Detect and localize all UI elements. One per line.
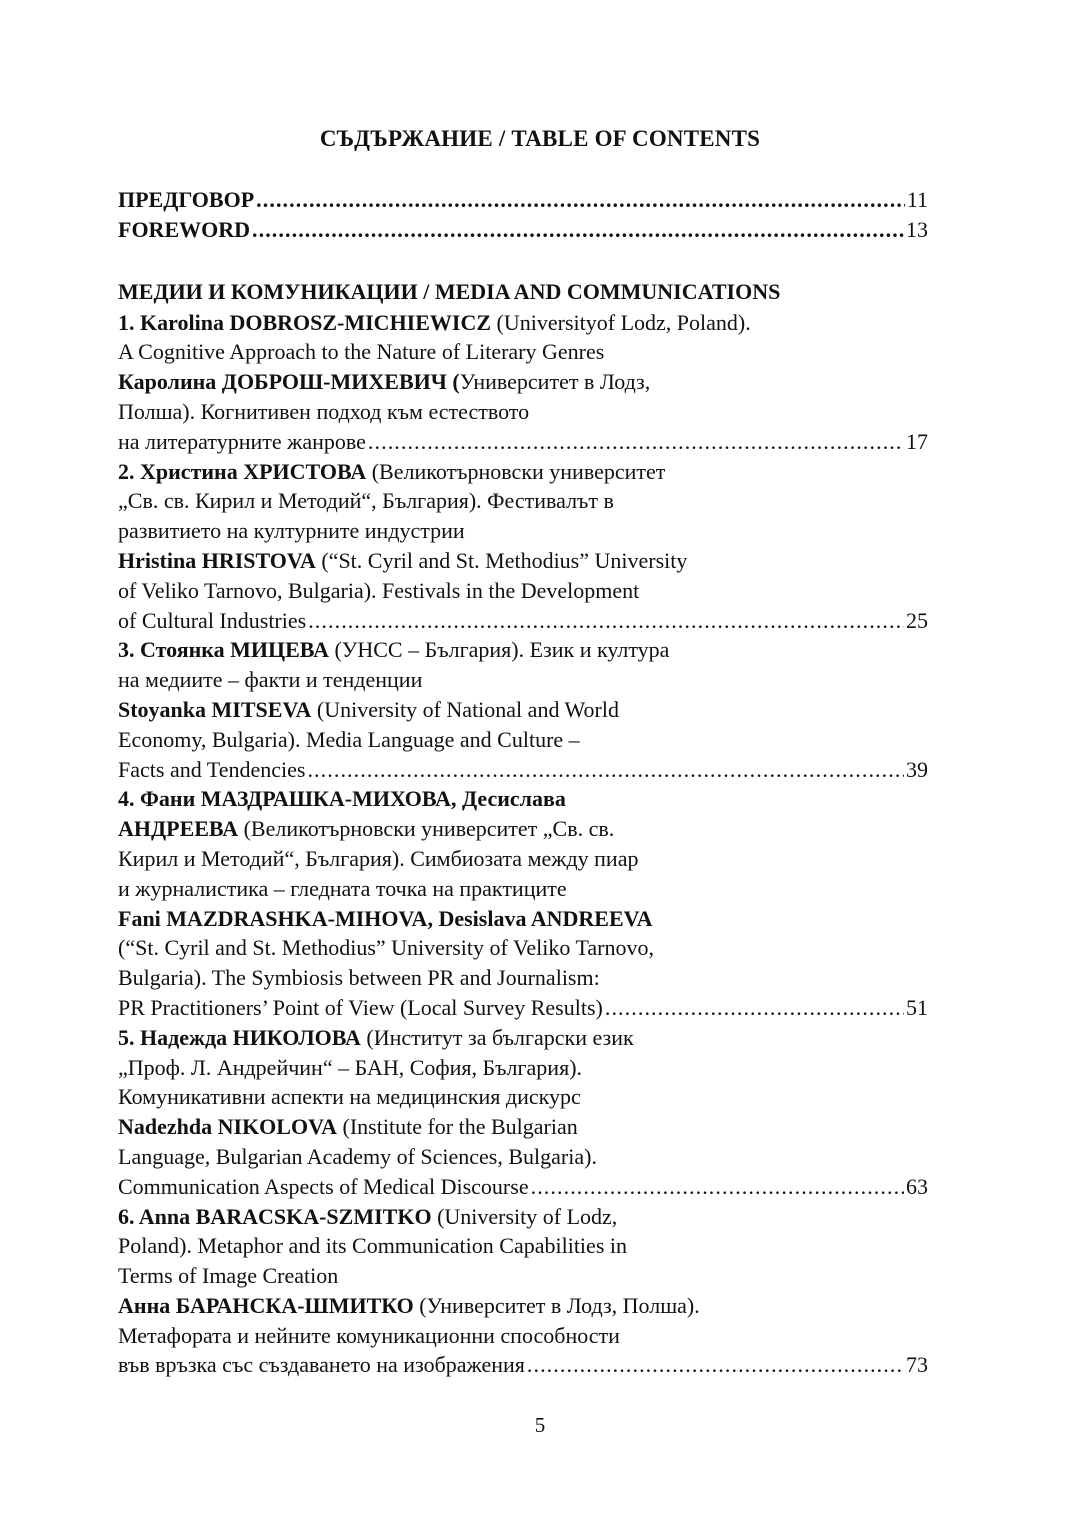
- toc-entry-line: A Cognitive Approach to the Nature of Literary Genres: [118, 339, 605, 365]
- toc-foreword-bg[interactable]: [118, 185, 928, 215]
- toc-entry-line: Nadezhda NIKOLOVA (Institute for the Bulgarian: [118, 1114, 578, 1140]
- toc-entry-line: развитието на културните индустрии: [118, 518, 465, 544]
- toc-entry-line: Economy, Bulgaria). Media Language and Culture –: [118, 726, 580, 752]
- table-of-contents: [118, 185, 928, 1380]
- toc-entry-line: Language, Bulgarian Academy of Sciences, Bulgaria).: [118, 1143, 597, 1169]
- leader-dots: [252, 215, 904, 245]
- toc-page: 25: [906, 607, 928, 633]
- leader-dots: [256, 185, 905, 215]
- spacer: [118, 245, 928, 277]
- toc-entry-line: Poland). Metaphor and its Communication Capabilities in: [118, 1233, 627, 1259]
- toc-entry-line: Кирил и Методий“, България). Симбиозата между пиар: [118, 845, 639, 871]
- page-number: 5: [534, 1413, 546, 1437]
- toc-entry-line: Bulgaria). The Symbiosis between PR and Journalism:: [118, 965, 600, 991]
- toc-page: 13: [906, 216, 928, 242]
- toc-entry-4[interactable]: PR Practitioners’ Point of View (Local Survey Results) . . . 51: [118, 993, 928, 1023]
- toc-entry-line: (“St. Cyril and St. Methodius” University of Veliko Tarnovo,: [118, 935, 654, 961]
- leader-dots: [307, 755, 904, 785]
- toc-entry-line: 5. Надежда НИКОЛОВА (Институт за български език: [118, 1024, 634, 1050]
- toc-page: 39: [906, 756, 928, 782]
- toc-entry-line: АНДРЕЕВА (Великотърновски университет „Св. св.: [118, 816, 615, 842]
- section-heading: МЕДИИ И КОМУНИКАЦИИ / MEDIA AND COMMUNICATIONS: [118, 278, 781, 304]
- toc-entry-line: Комуникативни аспекти на медицинския дискурс: [118, 1084, 581, 1110]
- toc-entry-line: of Veliko Tarnovo, Bulgaria). Festivals in the Development: [118, 577, 640, 603]
- toc-page: 17: [906, 428, 928, 454]
- leader-dots: [605, 993, 904, 1023]
- toc-entry-line: 3. Стоянка МИЦЕВА (УНСС – България). Език и култура: [118, 637, 670, 663]
- toc-entry-line: „Проф. Л. Андрейчин“ – БАН, София, България).: [118, 1054, 583, 1080]
- toc-entry-line: и журналистика – гледната точка на практиците: [118, 875, 567, 901]
- toc-entry-line: Анна БАРАНСКА-ШМИТКО (Университет в Лодз, Полша).: [118, 1292, 700, 1318]
- toc-label: ПРЕДГОВОР: [118, 187, 255, 212]
- leader-dots: [308, 606, 904, 636]
- toc-entry-line: 2. Христина ХРИСТОВА (Великотърновски университет: [118, 458, 666, 484]
- toc-entry-line: Hristina HRISTOVA (“St. Cyril and St. Methodius” University: [118, 547, 688, 573]
- toc-entry-line: Каролина ДОБРОШ-МИХЕВИЧ (Университет в Лодз,: [118, 369, 651, 395]
- toc-entry-5[interactable]: Communication Aspects of Medical Discourse . . . 63: [118, 1172, 928, 1202]
- leader-dots: [527, 1350, 904, 1380]
- toc-entry-line: Полша). Когнитивен подход към естеството: [118, 398, 530, 424]
- toc-entry-line: Stoyanka MITSEVA (University of National and World: [118, 696, 619, 722]
- toc-entry-line: 1. Karolina DOBROSZ-MICHIEWICZ (Universityof Lodz, Poland).: [118, 309, 751, 335]
- toc-entry-2[interactable]: of Cultural Industries . . . 25: [118, 606, 928, 636]
- toc-label: FOREWORD: [118, 216, 250, 242]
- toc-page: 11: [906, 187, 928, 212]
- toc-page: 73: [906, 1352, 928, 1378]
- toc-entry-6[interactable]: във връзка със създаването на изображения . . . 73: [118, 1350, 928, 1380]
- toc-entry-1[interactable]: на литературните жанрове . . . 17: [118, 427, 928, 457]
- toc-page: 63: [906, 1173, 928, 1199]
- toc-foreword-en[interactable]: [118, 215, 928, 245]
- leader-dots: [531, 1172, 904, 1202]
- leader-dots: [368, 427, 904, 457]
- toc-entry-line: 4. Фани МАЗДРАШКА-МИХОВА, Десислава: [118, 786, 566, 812]
- toc-entry-line: „Св. св. Кирил и Методий“, България). Фестивалът в: [118, 488, 614, 514]
- toc-entry-line: на медиите – факти и тенденции: [118, 667, 423, 693]
- toc-entry-line: Fani MAZDRASHKA-MIHOVA, Desislava ANDREEVA: [118, 905, 653, 931]
- toc-entry-line: 6. Anna BARACSKA-SZMITKO (University of Lodz,: [118, 1203, 618, 1229]
- toc-entry-line: Метафората и нейните комуникационни способности: [118, 1322, 620, 1348]
- toc-entry-line: Terms of Image Creation: [118, 1263, 339, 1289]
- page-title: СЪДЪРЖАНИЕ / TABLE OF CONTENTS: [319, 126, 761, 151]
- toc-page: 51: [906, 994, 928, 1020]
- toc-entry-3[interactable]: Facts and Tendencies . . . 39: [118, 755, 928, 785]
